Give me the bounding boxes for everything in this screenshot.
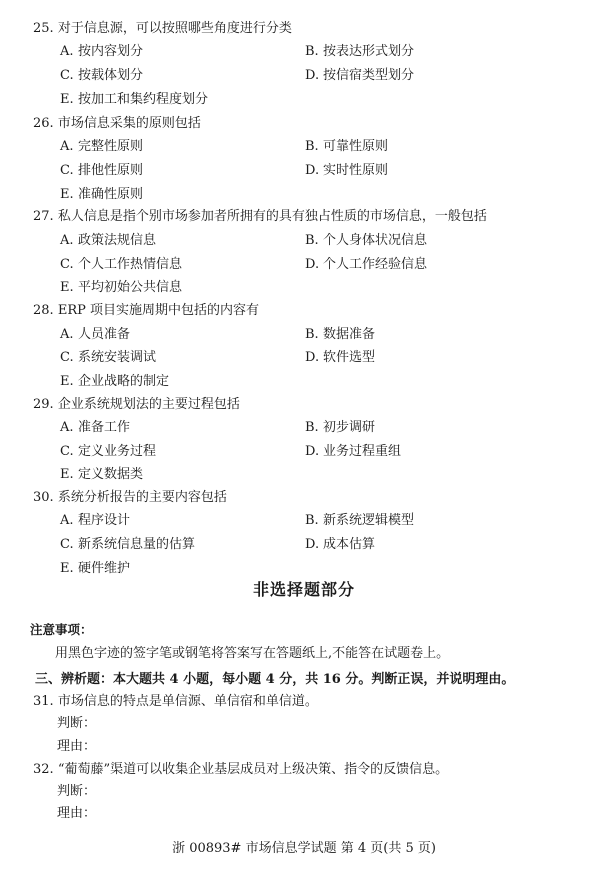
option-e: E. 企业战略的制定 <box>60 374 170 389</box>
question-text: “葡萄藤”渠道可以收集企业基层成员对上级决策、指令的反馈信息。 <box>57 762 449 777</box>
question-text: 对于信息源，可以按照哪些角度进行分类 <box>57 21 292 36</box>
question-32 <box>33 762 448 778</box>
notice-title: 注意事项： <box>30 622 93 637</box>
option-c: C. 新系统信息量的估算 <box>60 537 196 552</box>
question-25 <box>33 21 292 37</box>
option-a: A. 政策法规信息 <box>60 233 157 248</box>
option-e: E. 准确性原则 <box>60 187 144 202</box>
question-text: 私人信息是指个别市场参加者所拥有的具有独占性质的市场信息，一般包括 <box>57 209 487 224</box>
option-b: B. 可靠性原则 <box>305 139 389 154</box>
option-c: C. 排他性原则 <box>60 163 144 178</box>
question-29 <box>33 397 240 413</box>
reason-label: 理由： <box>57 806 97 821</box>
question-number: 31. <box>33 694 54 709</box>
option-e: E. 按加工和集约程度划分 <box>60 92 209 107</box>
question-text: 市场信息采集的原则包括 <box>57 116 201 131</box>
judge-label: 判断： <box>57 784 97 799</box>
option-b: B. 新系统逻辑模型 <box>305 513 415 528</box>
option-c: C. 按载体划分 <box>60 68 144 83</box>
question-26 <box>33 116 201 132</box>
question-text: 市场信息的特点是单信源、单信宿和单信道。 <box>57 694 318 709</box>
question-number: 27. <box>33 209 54 224</box>
option-e: E. 硬件维护 <box>60 561 131 576</box>
question-number: 28. <box>33 303 54 318</box>
section-title: 非选择题部分 <box>252 580 355 599</box>
option-b: B. 按表达形式划分 <box>305 44 415 59</box>
question-28 <box>33 303 259 319</box>
option-b: B. 初步调研 <box>305 420 376 435</box>
question-text: 企业系统规划法的主要过程包括 <box>57 397 240 412</box>
option-c: C. 个人工作热情信息 <box>60 257 183 272</box>
question-number: 26. <box>33 116 54 131</box>
reason-label: 理由： <box>57 739 97 754</box>
option-b: B. 个人身体状况信息 <box>305 233 428 248</box>
page-footer: 浙 00893# 市场信息学试题 第 4 页(共 5 页) <box>172 841 436 856</box>
option-a: A. 人员准备 <box>60 327 131 342</box>
option-a: A. 准备工作 <box>60 420 131 435</box>
option-d: D. 个人工作经验信息 <box>305 257 428 272</box>
option-d: D. 业务过程重组 <box>305 444 402 459</box>
option-e: E. 定义数据类 <box>60 467 144 482</box>
question-number: 29. <box>33 397 54 412</box>
option-a: A. 完整性原则 <box>60 139 144 154</box>
option-c: C. 系统安装调试 <box>60 350 157 365</box>
question-31 <box>33 694 318 710</box>
question-27 <box>33 209 487 225</box>
notice-text: 用黑色字迹的签字笔或钢笔将答案写在答题纸上,不能答在试题卷上。 <box>55 646 450 661</box>
question-text: ERP 项目实施周期中包括的内容有 <box>57 303 259 318</box>
option-b: B. 数据准备 <box>305 327 376 342</box>
option-a: A. 程序设计 <box>60 513 131 528</box>
option-a: A. 按内容划分 <box>60 44 144 59</box>
part3-heading: 三、辨析题：本大题共 4 小题，每小题 4 分，共 16 分。判断正误，并说明理由。 <box>35 672 515 687</box>
option-e: E. 平均初始公共信息 <box>60 280 183 295</box>
question-number: 32. <box>33 762 54 777</box>
question-number: 30. <box>33 490 54 505</box>
question-30 <box>33 490 227 506</box>
option-d: D. 实时性原则 <box>305 163 389 178</box>
option-d: D. 成本估算 <box>305 537 376 552</box>
question-text: 系统分析报告的主要内容包括 <box>57 490 227 505</box>
option-d: D. 软件选型 <box>305 350 376 365</box>
option-d: D. 按信宿类型划分 <box>305 68 415 83</box>
judge-label: 判断： <box>57 716 97 731</box>
option-c: C. 定义业务过程 <box>60 444 157 459</box>
question-number: 25. <box>33 21 54 36</box>
